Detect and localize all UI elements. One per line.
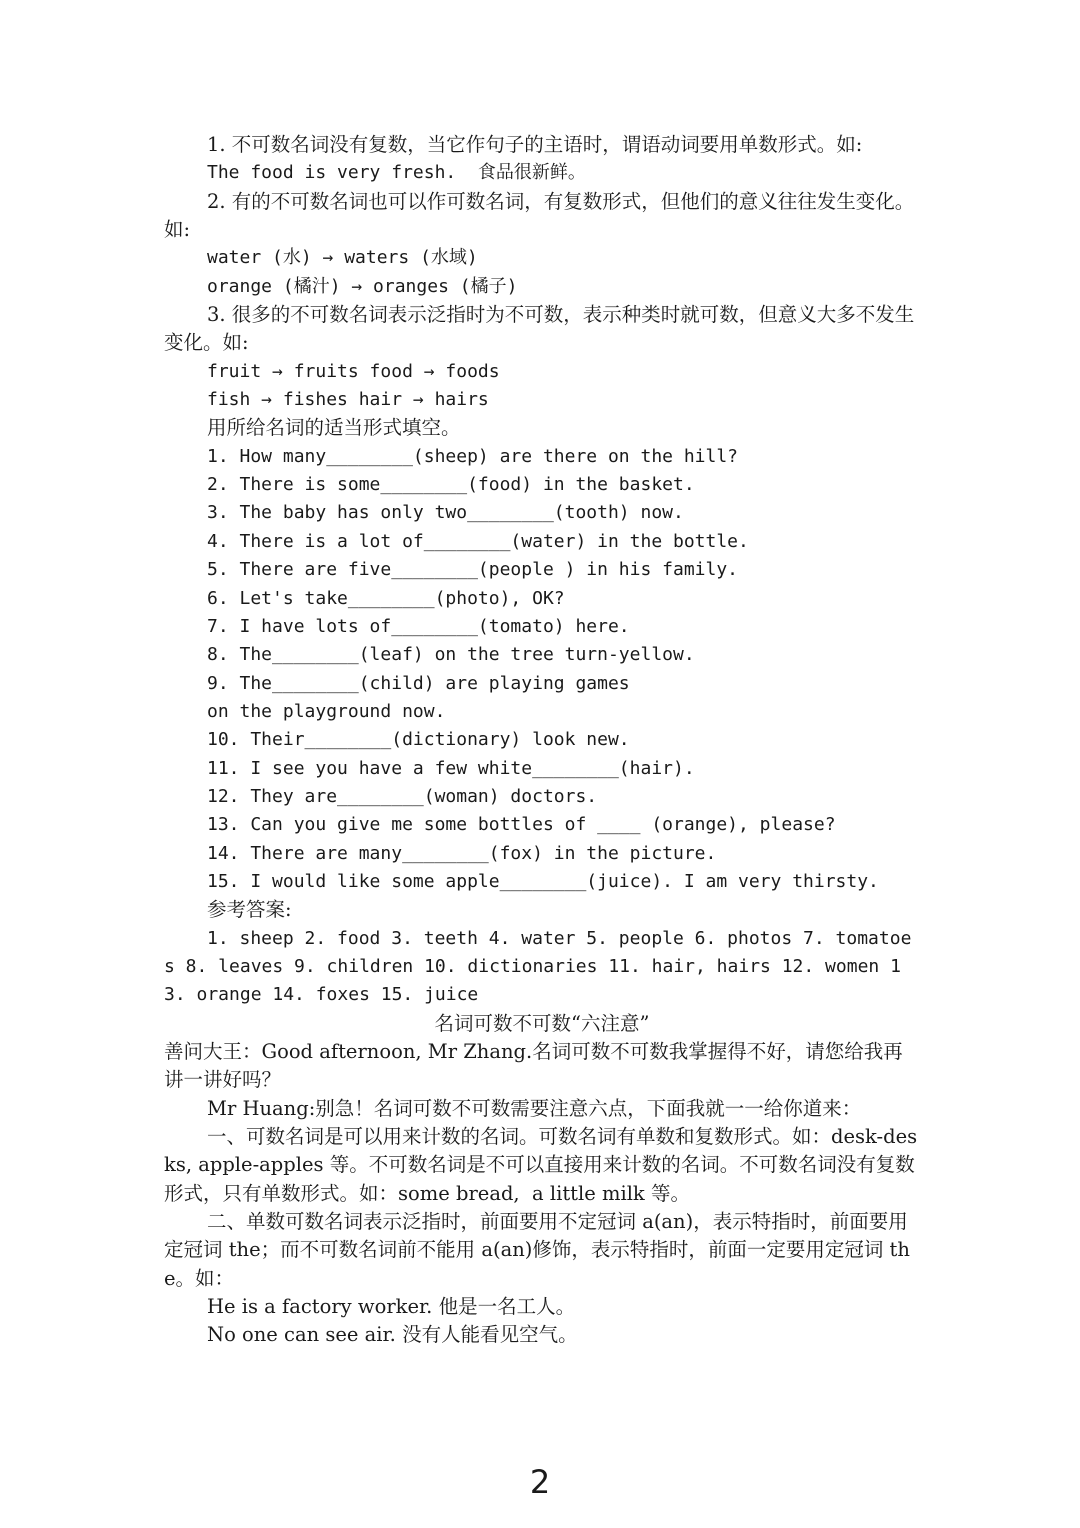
- answers-text: 1. sheep 2. food 3. teeth 4. water 5. people 6. photos 7. tomatoes 8. leaves 9. children 10. dictionaries 11. hair, hairs 12. women 13. orange 14. foxes 15. juice: [164, 927, 912, 1006]
- exercise-item: 6. Let's take________(photo), OK?: [207, 587, 565, 609]
- article-paragraph: 二、单数可数名词表示泛指时，前面要用不定冠词 a(an)，表示特指时，前面要用定冠词 the；而不可数名词前不能用 a(an)修饰，表示特指时，前面一定要用定冠词 the。如：: [164, 1210, 910, 1290]
- exercise-list: [164, 443, 920, 897]
- document-page: [164, 131, 920, 1350]
- article-paragraph: 善问大王：Good afternoon, Mr Zhang.名词可数不可数我掌握得不好，请您给我再讲一讲好吗？: [164, 1040, 903, 1092]
- exercise-item: on the playground now.: [207, 700, 446, 722]
- page-number: 2: [529, 1463, 551, 1501]
- exercise-item: 9. The________(child) are playing games: [207, 672, 630, 694]
- rule-3-example-2: fish → fishes hair → hairs: [207, 389, 489, 411]
- article-paragraph: Mr Huang:别急！名词可数不可数需要注意六点，下面我就一一给你道来：: [207, 1096, 862, 1120]
- exercise-item: 14. There are many________(fox) in the picture.: [207, 842, 717, 864]
- exercise-title: 用所给名词的适当形式填空。: [207, 416, 461, 440]
- exercise-item: 7. I have lots of________(tomato) here.: [207, 615, 630, 637]
- answers-title: 参考答案:: [207, 898, 292, 922]
- article-example: He is a factory worker. 他是一名工人。: [207, 1295, 576, 1319]
- exercise-item: 13. Can you give me some bottles of ____ (orange), please?: [207, 814, 836, 836]
- exercise-item: 15. I would like some apple________(juice). I am very thirsty.: [207, 870, 879, 892]
- exercise-item: 2. There is some________(food) in the basket.: [207, 474, 695, 496]
- rule-2: 2. 有的不可数名词也可以作可数名词，有复数形式，但他们的意义往往发生变化。如:: [164, 189, 915, 242]
- rule-3: 3. 很多的不可数名词表示泛指时为不可数，表示种类时就可数，但意义大多不发生变化。如:: [164, 303, 915, 355]
- exercise-item: 5. There are five________(people ) in his family.: [207, 559, 739, 581]
- article-paragraph: 一、可数名词是可以用来计数的名词。可数名词有单数和复数形式。如：desk-desks, apple-apples 等。不可数名词是不可以直接用来计数的名词。不可数名词没有复数形式，只有单数形式。如：some bread, a little milk 等。: [164, 1125, 918, 1205]
- article-example: No one can see air. 没有人能看见空气。: [207, 1323, 578, 1347]
- rule-1: 1. 不可数名词没有复数，当它作句子的主语时，谓语动词要用单数形式。如:: [207, 133, 863, 156]
- exercise-item: 11. I see you have a few white________(hair).: [207, 757, 695, 779]
- rule-3-example-1: fruit → fruits food → foods: [207, 360, 500, 382]
- rule-2-example-1: water (水) → waters (水域): [207, 247, 478, 269]
- article-title: 名词可数不可数“六注意”: [434, 1011, 650, 1035]
- exercise-item: 10. Their________(dictionary) look new.: [207, 729, 630, 751]
- exercise-item: 4. There is a lot of________(water) in the bottle.: [207, 530, 749, 552]
- exercise-item: 1. How many________(sheep) are there on the hill?: [207, 445, 739, 467]
- exercise-item: 8. The________(leaf) on the tree turn-yellow.: [207, 644, 695, 666]
- exercise-item: 3. The baby has only two________(tooth) now.: [207, 502, 684, 524]
- rule-1-example: The food is very fresh. 食品很新鲜。: [207, 162, 586, 184]
- rule-2-example-2: orange (橘汁) → oranges (橘子): [207, 275, 518, 297]
- exercise-item: 12. They are________(woman) doctors.: [207, 785, 598, 807]
